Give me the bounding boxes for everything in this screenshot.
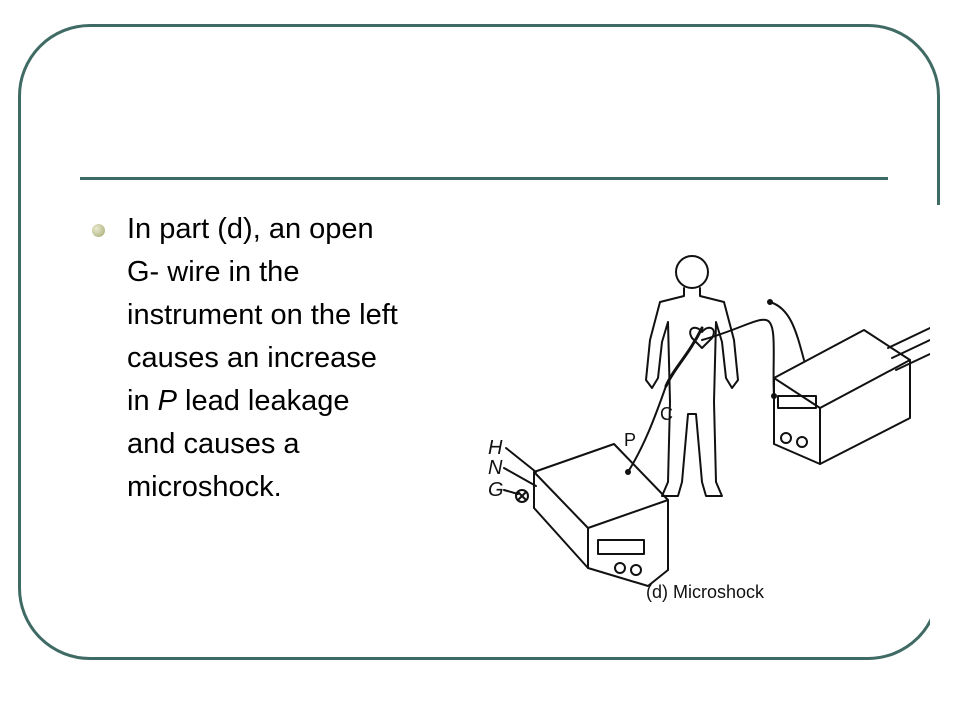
bullet-icon (92, 224, 105, 237)
lead-label-c: C (660, 404, 673, 424)
left-label-n: N (488, 457, 503, 479)
left-instrument (534, 444, 668, 586)
frame-gap (930, 205, 960, 635)
left-label-h: H (488, 437, 503, 459)
left-power-cord (504, 448, 536, 502)
figure-caption: (d) Microshock (646, 582, 765, 602)
title-divider (80, 177, 888, 180)
lead-p (628, 386, 666, 472)
right-instrument (774, 330, 910, 464)
left-label-g: G (488, 479, 504, 501)
microshock-diagram (478, 210, 948, 630)
bullet-text: In part (d), an open G- wire in the instrument on the left causes an increase in P lead leakage and causes a microshock. (127, 213, 398, 503)
catheter-lead (666, 328, 702, 386)
right-sensor-lead (770, 302, 804, 360)
lead-label-p: P (624, 430, 637, 450)
bullet-item (92, 208, 472, 509)
patient-figure (646, 256, 738, 496)
